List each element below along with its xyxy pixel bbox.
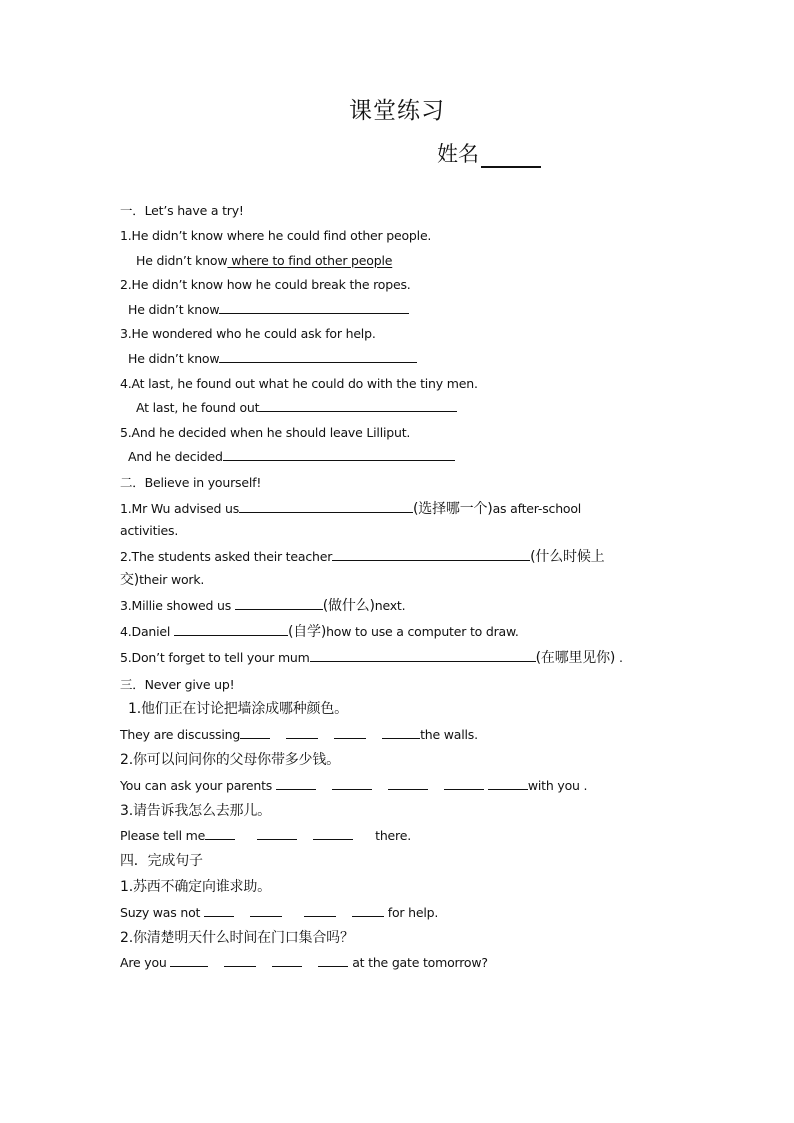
- s1-a2-prefix: He didn’t know: [128, 302, 220, 317]
- s2-q5-tail: .: [615, 650, 623, 665]
- s4-q2-cn: 2.你清楚明天什么时间在门口集合吗？: [120, 930, 354, 946]
- s1-a1-prefix: He didn’t know: [136, 253, 228, 268]
- s2-q1-cont: activities.: [120, 523, 179, 538]
- s4-q1-cn: 1.苏西不确定向谁求助。: [120, 879, 271, 895]
- s3-q3-text: Please tell me: [120, 828, 206, 843]
- s2-q3-blank[interactable]: [235, 595, 323, 610]
- s4-q2-tail: at the gate tomorrow?: [348, 955, 488, 970]
- s3-q3-blank-3[interactable]: [313, 825, 353, 840]
- name-blank[interactable]: [481, 144, 541, 168]
- s3-q2-tail: with you .: [527, 778, 588, 793]
- s1-q5: 5.And he decided when he should leave Lilliput.: [120, 425, 411, 440]
- s3-q2-blank-5[interactable]: [488, 775, 528, 790]
- s4-q1-blank-3[interactable]: [304, 902, 336, 917]
- s3-q3-blank-2[interactable]: [257, 825, 297, 840]
- s2-q2-blank[interactable]: [332, 546, 530, 561]
- s3-q1-blank-3[interactable]: [334, 724, 366, 739]
- s2-q1-text: 1.Mr Wu advised us: [120, 501, 240, 516]
- s4-q1-blank-4[interactable]: [352, 902, 384, 917]
- s1-q3: 3.He wondered who he could ask for help.: [120, 326, 376, 341]
- s4-q2-blank-2[interactable]: [224, 952, 256, 967]
- name-label: 姓名: [437, 142, 479, 166]
- s3-q3-blank-1[interactable]: [205, 825, 235, 840]
- s3-q1: [120, 724, 478, 746]
- s4-q2: [120, 952, 488, 974]
- s4-q2-blank-4[interactable]: [318, 952, 348, 967]
- s2-q5-text: 5.Don’t forget to tell your mum: [120, 650, 310, 665]
- s4-q1: [120, 902, 438, 924]
- s1-a3: [128, 348, 417, 370]
- s4-q1-tail: for help.: [384, 905, 439, 920]
- page-title: 课堂练习: [349, 98, 445, 124]
- s1-a2: [128, 299, 409, 321]
- section1-heading: 一．Let’s have a try!: [120, 203, 244, 218]
- s1-a2-blank[interactable]: [219, 299, 409, 314]
- s4-q2-blank-3[interactable]: [272, 952, 302, 967]
- section2-heading: 二．Believe in yourself!: [120, 475, 262, 490]
- s3-q2-blank-1[interactable]: [276, 775, 316, 790]
- s3-q1-blank-2[interactable]: [286, 724, 318, 739]
- s2-q1-blank[interactable]: [239, 498, 413, 513]
- s3-q2-blank-3[interactable]: [388, 775, 428, 790]
- s4-q1-blank-2[interactable]: [250, 902, 282, 917]
- s2-q2: [120, 546, 604, 568]
- section3-heading: 三．Never give up!: [120, 677, 235, 692]
- s3-q1-blank-4[interactable]: [382, 724, 420, 739]
- s2-q1: [120, 498, 581, 520]
- s2-q1-hint: (选择哪一个): [413, 501, 493, 517]
- s3-q2: [120, 775, 587, 797]
- s4-q2-text: Are you: [120, 955, 171, 970]
- s2-q5: [120, 647, 623, 669]
- s3-q3-cn: 3.请告诉我怎么去那儿。: [120, 803, 271, 819]
- s3-q1-cn: 1.他们正在讨论把墙涂成哪种颜色。: [128, 701, 348, 717]
- s2-q4: [120, 621, 519, 643]
- s3-q2-blank-4[interactable]: [444, 775, 484, 790]
- s1-q4: 4.At last, he found out what he could do with the tiny men.: [120, 376, 478, 391]
- s2-q5-blank[interactable]: [310, 647, 536, 662]
- s1-q2: 2.He didn’t know how he could break the ropes.: [120, 277, 411, 292]
- s2-q3-text: 3.Millie showed us: [120, 598, 235, 613]
- s2-q2-cont-hint: 交): [120, 572, 140, 588]
- section4-heading: 四．完成句子: [120, 853, 203, 869]
- s2-q4-blank[interactable]: [174, 621, 288, 636]
- s3-q1-tail: the walls.: [420, 727, 478, 742]
- s3-q2-cn: 2.你可以问问你的父母你带多少钱。: [120, 752, 340, 768]
- s2-q5-hint: (在哪里见你): [535, 650, 616, 666]
- s2-q3: [120, 595, 405, 617]
- s3-q1-text: They are discussing: [120, 727, 241, 742]
- s1-a3-blank[interactable]: [219, 348, 417, 363]
- s2-q2-text: 2.The students asked their teacher: [120, 549, 333, 564]
- s4-q1-text: Suzy was not: [120, 905, 205, 920]
- s1-a4-blank[interactable]: [259, 397, 457, 412]
- s3-q3: [120, 825, 411, 847]
- s2-q3-hint: (做什么): [322, 598, 375, 614]
- s2-q2-cont-text: their work.: [139, 572, 205, 587]
- s2-q2-hint: (什么时候上: [530, 549, 605, 565]
- s1-a1: [136, 250, 392, 272]
- s2-q2-cont: [120, 569, 204, 591]
- s1-a4-prefix: At last, he found out: [136, 400, 260, 415]
- s1-q1: 1.He didn’t know where he could find other people.: [120, 228, 432, 243]
- s3-q3-tail: there.: [375, 828, 411, 843]
- s1-a1-answer: where to find other people: [227, 253, 393, 268]
- s1-a4: [136, 397, 457, 419]
- s1-a5-blank[interactable]: [223, 446, 455, 461]
- s2-q4-tail: how to use a computer to draw.: [326, 624, 519, 639]
- s4-q2-blank-1[interactable]: [170, 952, 208, 967]
- s2-q1-tail: as after-school: [492, 501, 582, 516]
- s1-a5: [128, 446, 455, 468]
- s2-q4-hint: (自学): [287, 624, 327, 640]
- s3-q2-blank-2[interactable]: [332, 775, 372, 790]
- s3-q1-blank-1[interactable]: [240, 724, 270, 739]
- name-field[interactable]: [437, 140, 541, 168]
- s1-a5-prefix: And he decided: [128, 449, 223, 464]
- s1-a3-prefix: He didn’t know: [128, 351, 220, 366]
- s2-q3-tail: next.: [374, 598, 406, 613]
- s4-q1-blank-1[interactable]: [204, 902, 234, 917]
- s3-q2-text: You can ask your parents: [120, 778, 276, 793]
- s2-q4-text: 4.Daniel: [120, 624, 174, 639]
